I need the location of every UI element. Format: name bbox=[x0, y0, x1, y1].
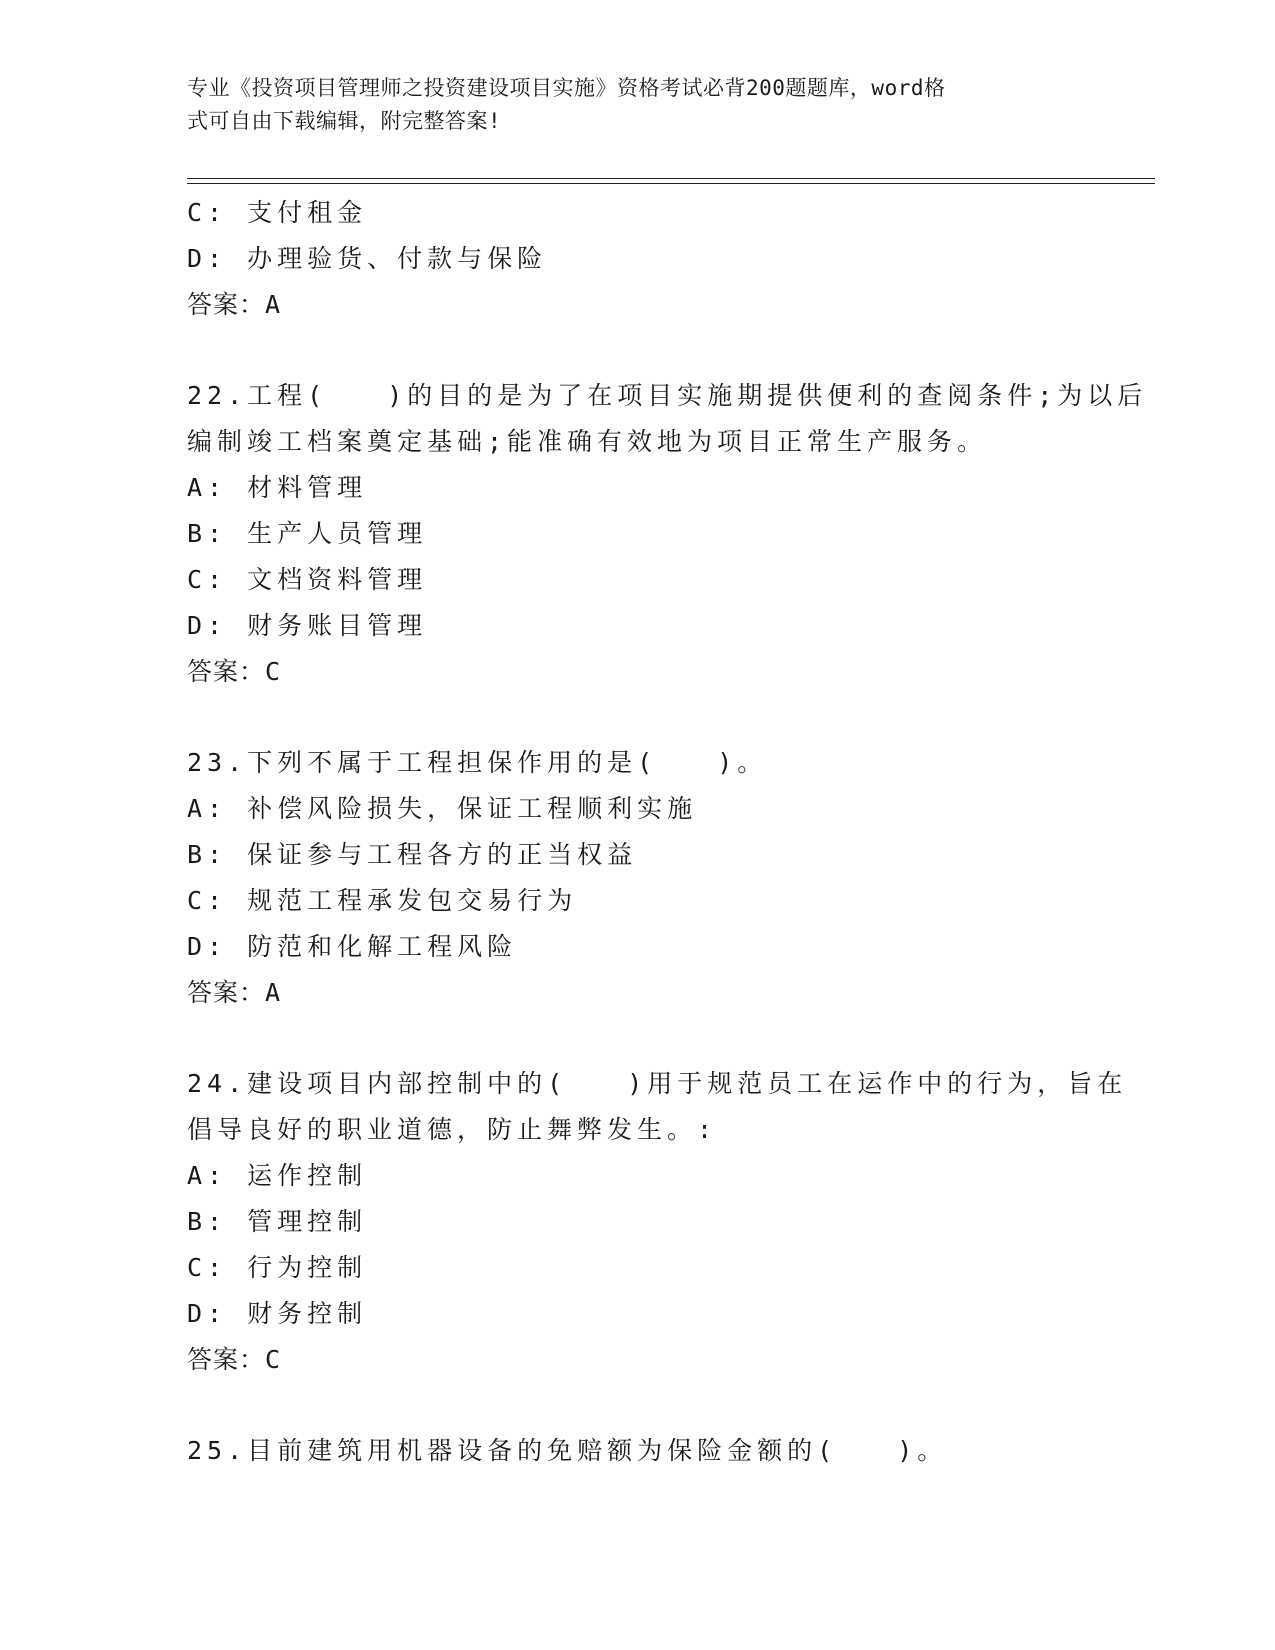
header-divider-bottom bbox=[187, 183, 1155, 184]
answer: 答案：C bbox=[187, 657, 282, 686]
option-b: B: 保证参与工程各方的正当权益 bbox=[187, 840, 638, 869]
option-c: C: 行为控制 bbox=[187, 1253, 368, 1282]
question-list bbox=[187, 190, 1148, 1474]
header-line-2: 式可自由下载编辑，附完整答案! bbox=[187, 109, 502, 133]
question-text-line: 25.目前建筑用机器设备的免赔额为保险金额的( )。 bbox=[187, 1436, 948, 1465]
question-block bbox=[187, 1428, 1087, 1474]
header-line-1: 专业《投资项目管理师之投资建设项目实施》资格考试必背200题题库，word格 bbox=[187, 76, 946, 100]
question-block bbox=[187, 1061, 1128, 1383]
option-c: C: 文档资料管理 bbox=[187, 565, 428, 594]
option-a: A: 运作控制 bbox=[187, 1161, 368, 1190]
document-header bbox=[187, 72, 1067, 138]
option-d: D: 办理验货、付款与保险 bbox=[187, 244, 548, 273]
option-b: B: 生产人员管理 bbox=[187, 519, 428, 548]
question-text-line: 23.下列不属于工程担保作用的是( )。 bbox=[187, 748, 768, 777]
answer: 答案：C bbox=[187, 1345, 282, 1374]
option-d: D: 财务控制 bbox=[187, 1299, 368, 1328]
question-block bbox=[187, 740, 1087, 1016]
answer: 答案：A bbox=[187, 290, 282, 319]
answer: 答案：A bbox=[187, 978, 282, 1007]
question-text-line: 编制竣工档案奠定基础;能准确有效地为项目正常生产服务。 bbox=[187, 427, 988, 456]
option-a: A: 材料管理 bbox=[187, 473, 368, 502]
question-block bbox=[187, 373, 1148, 695]
option-d: D: 财务账目管理 bbox=[187, 611, 428, 640]
option-b: B: 管理控制 bbox=[187, 1207, 368, 1236]
question-text-line: 24.建设项目内部控制中的( )用于规范员工在运作中的行为，旨在 bbox=[187, 1069, 1128, 1098]
option-a: A: 补偿风险损失，保证工程顺利实施 bbox=[187, 794, 698, 823]
question-block bbox=[187, 190, 1087, 328]
option-c: C: 规范工程承发包交易行为 bbox=[187, 886, 578, 915]
option-c: C: 支付租金 bbox=[187, 198, 368, 227]
header-divider-top bbox=[187, 178, 1155, 179]
question-text-line: 倡导良好的职业道德，防止舞弊发生。: bbox=[187, 1115, 718, 1144]
option-d: D: 防范和化解工程风险 bbox=[187, 932, 518, 961]
question-text-line: 22.工程( )的目的是为了在项目实施期提供便利的查阅条件;为以后 bbox=[187, 381, 1148, 410]
